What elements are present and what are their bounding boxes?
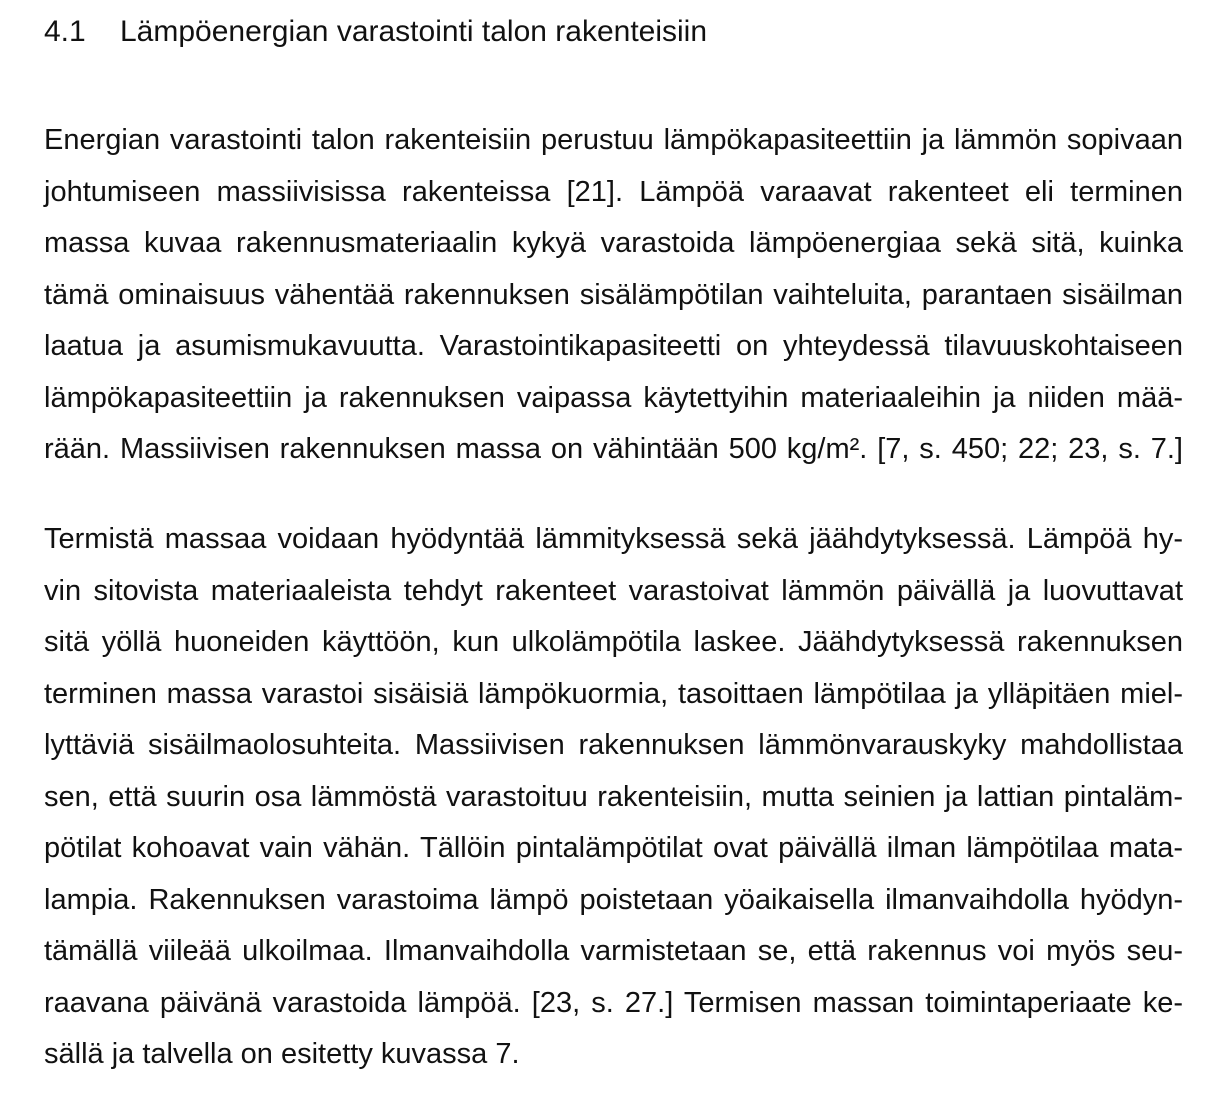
text-line: pötilat kohoavat vain vähän. Tällöin pintalämpötilat ovat päivällä ilman lämpötilaa mata- — [44, 832, 1183, 864]
text-line: rään. Massiivisen rakennuksen massa on vähintään 500 kg/m². [7, s. 450; 22; 23, s. 7.] — [44, 433, 1183, 465]
text-line: sen, että suurin osa lämmöstä varastoituu rakenteisiin, mutta seinien ja lattian pintaläm- — [44, 780, 1183, 813]
text-line: massa kuvaa rakennusmateriaalin kykyä varastoida lämpöenergiaa sekä sitä, kuinka — [44, 227, 1183, 259]
text-line: laatua ja asumismukavuutta. Varastointikapasiteetti on yhteydessä tilavuuskohtaiseen — [44, 330, 1183, 362]
text-line: vin sitovista materiaaleista tehdyt rakenteet varastoivat lämmön päivällä ja luovuttavat — [44, 574, 1183, 607]
text-line: terminen massa varastoi sisäisiä lämpökuormia, tasoittaen lämpötilaa ja ylläpitäen miel- — [44, 677, 1183, 710]
text-line: lampia. Rakennuksen varastoima lämpö poistetaan yöaikaisella ilmanvaihdolla hyödyn- — [44, 883, 1183, 916]
text-line: sällä ja talvella on esitetty kuvassa 7. — [44, 1038, 520, 1070]
text-line: johtumiseen massiivisissa rakenteissa [21]. Lämpöä varaavat rakenteet eli terminen — [44, 175, 1183, 208]
text-line: Energian varastointi talon rakenteisiin perustuu lämpökapasiteettiin ja lämmön sopivaan — [44, 124, 1183, 156]
text-line: lyttäviä sisäilmaolosuhteita. Massiivisen rakennuksen lämmönvarauskyky mahdollistaa — [44, 729, 1183, 761]
text-line: tämällä viileää ulkoilmaa. Ilmanvaihdolla varmistetaan se, että rakennus voi myös seu- — [44, 935, 1183, 967]
paragraph-1 — [44, 115, 1183, 476]
text-line: sitä yöllä huoneiden käyttöön, kun ulkolämpötila laskee. Jäähdytyksessä rakennuksen — [44, 626, 1183, 658]
paragraph-2 — [44, 514, 1183, 1081]
text-line: lämpökapasiteettiin ja rakennuksen vaipassa käytettyihin materiaaleihin ja niiden mää- — [44, 381, 1183, 414]
section-title: Lämpöenergian varastointi talon rakenteisiin — [120, 15, 708, 48]
text-line: tämä ominaisuus vähentää rakennuksen sisälämpötilan vaihteluita, parantaen sisäilman — [44, 278, 1183, 311]
section-heading — [44, 12, 707, 52]
section-number: 4.1 — [44, 15, 86, 48]
text-line: raavana päivänä varastoida lämpöä. [23, s. 27.] Termisen massan toimintaperiaate ke- — [44, 986, 1183, 1019]
text-line: Termistä massaa voidaan hyödyntää lämmityksessä sekä jäähdytyksessä. Lämpöä hy- — [44, 523, 1183, 555]
